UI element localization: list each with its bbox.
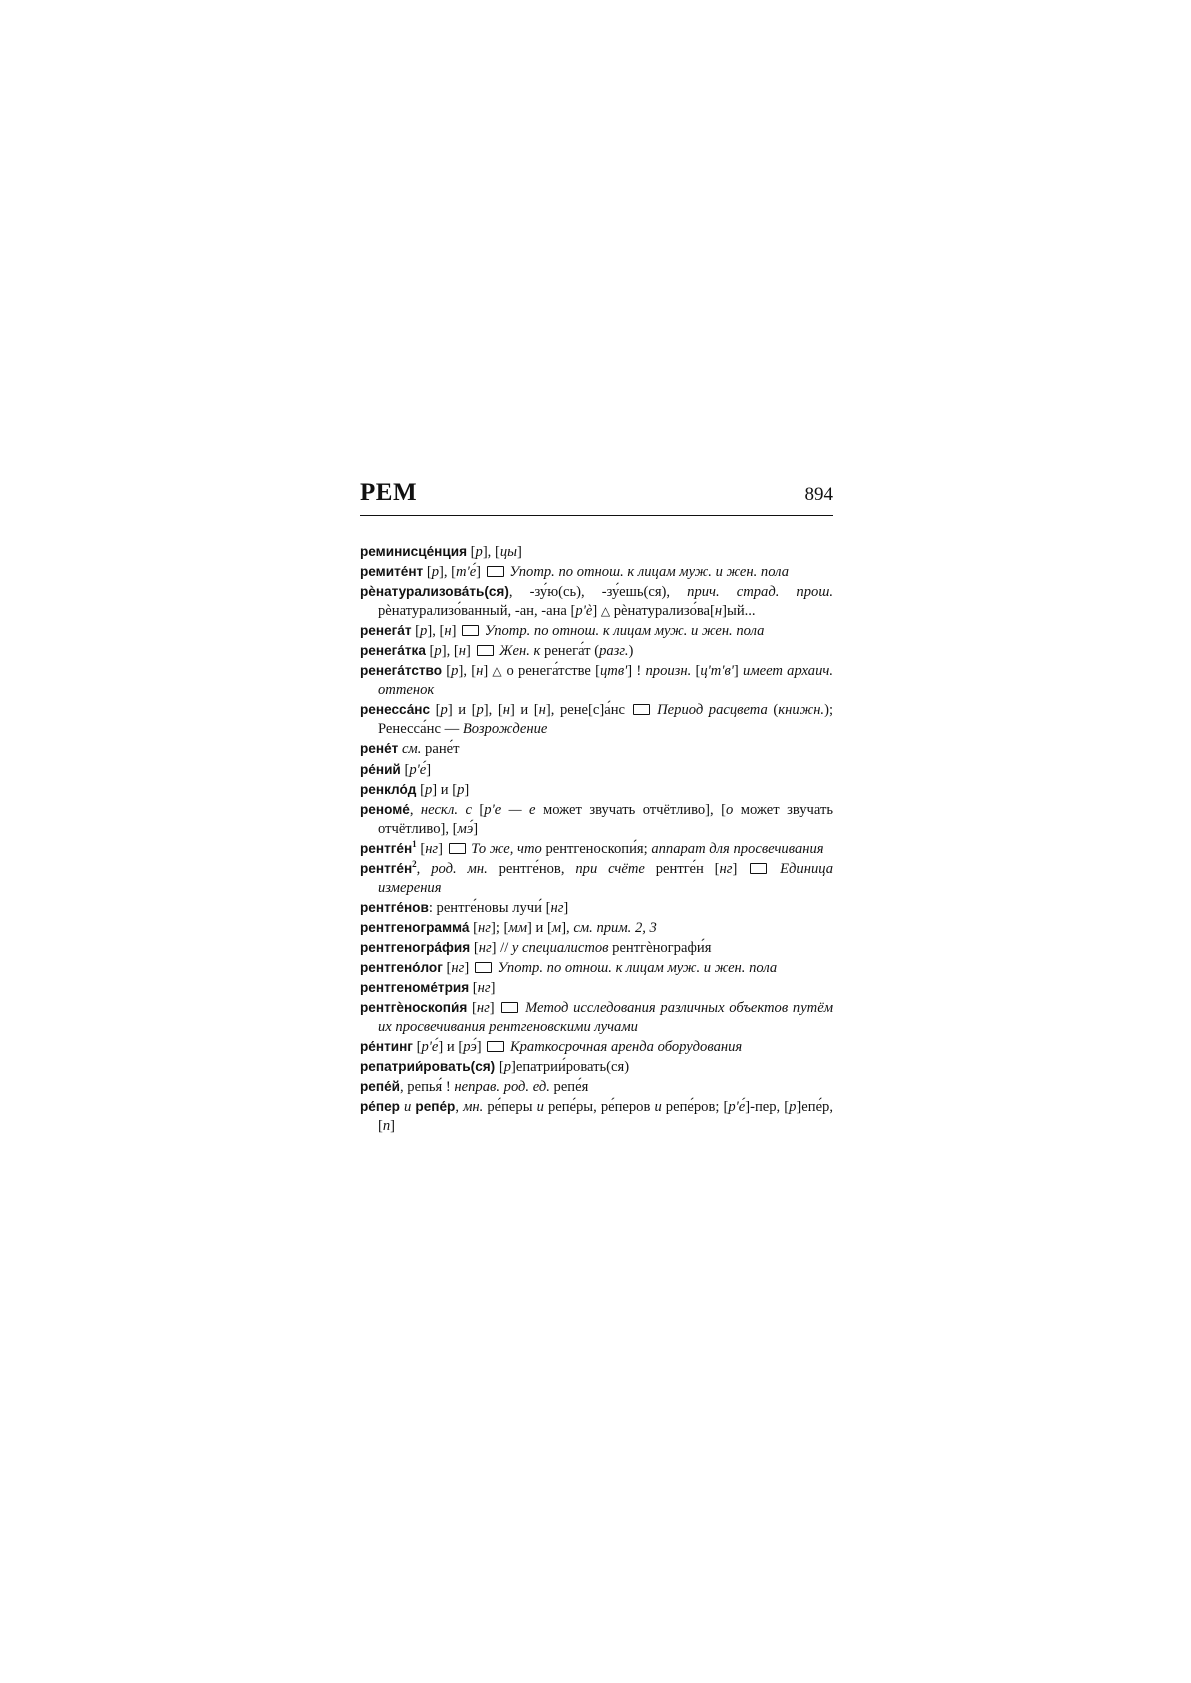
dictionary-entry [360,1097,833,1136]
headword: рентгеногра́фия [360,939,471,955]
entry-text: [ [423,564,432,581]
entry-text: [ [691,663,701,680]
dictionary-entry [360,800,833,839]
entry-text: [ [412,1039,422,1056]
dictionary-entry [360,582,833,621]
entry-text: [ [416,840,426,857]
entry-text: , -зу́ю(сь), -зу́ешь(ся), [508,584,688,601]
italic-note: н [502,702,510,719]
entry-text: ], [ [483,702,503,719]
italic-note: н [444,623,452,640]
entry-text: ], [ [427,623,445,640]
italic-note: То же, что [471,840,542,857]
italic-note: нг [477,980,491,997]
italic-note: мн. [463,1099,484,1116]
headword: реноме́ [360,801,410,817]
entry-text: рентге́н [ [644,860,720,877]
italic-note: см. [401,741,422,758]
entry-text: [ [469,980,478,997]
entry-text: [ [470,939,479,956]
italic-note: нг [719,860,733,877]
italic-note: Употр. по отнош. к лицам муж. и жен. пола [484,623,765,640]
dictionary-entry [360,542,833,562]
entry-text: ] [592,603,601,620]
entry-text: ране́т [421,741,460,758]
dictionary-entry [360,700,833,739]
italic-note: при счёте [575,860,645,877]
dictionary-entry [360,859,833,898]
headword: ремите́нт [360,564,424,580]
entry-text: репе́ров; [ [661,1099,729,1116]
dictionary-entry [360,1037,833,1057]
entry-text: ] [390,1118,396,1135]
entry-text: ]епатрии́ровать(ся) [511,1059,630,1076]
entry-text: ] [451,623,461,640]
dictionary-entry [360,1077,833,1097]
entry-text: [ [471,801,485,818]
italic-note: н [538,702,546,719]
dictionary-entry [360,739,833,759]
entry-text: [ [467,544,476,560]
entry-text: ] [465,643,475,660]
entry-text: , [409,801,421,818]
headword: рентге́нов [360,899,429,915]
entry-text: ] и [ [447,702,477,719]
entry-text: ] // [491,939,512,956]
italic-note: р'ѐ [575,603,593,620]
entry-text: рентге́нов, [487,860,576,877]
headword: рене́т [360,741,399,757]
entry-text: ] ! [627,663,646,680]
entry-text: рѐнатурализо́ванный, -ан, -ана [ [378,603,576,620]
entry-text: [ [416,781,425,798]
italic-note: Единица измерения [378,860,834,896]
italic-note: см. прим. 2, 3 [573,919,657,936]
entry-text: [ [495,1059,504,1076]
running-head: РЕМ [360,479,418,506]
entry-text: ] [732,860,749,877]
usage-note-icon [462,625,479,636]
entry-text: ]ый... [722,603,756,620]
italic-note: р [476,702,484,719]
entry-text: рентгеноскопи́я; [541,840,652,857]
entry-text: [ [469,919,479,936]
entry-text: [ [442,959,452,976]
usage-note-icon [501,1002,518,1013]
entry-text: ] [489,1000,500,1017]
entry-text: [ [467,1000,477,1017]
entry-text: ] [563,899,569,916]
entry-text: ] [490,980,496,997]
usage-note-icon [633,704,650,715]
entry-text: , репья́ ! [400,1079,455,1096]
italic-note: р [789,1099,797,1116]
entry-text: ] [464,781,470,798]
usage-note-icon [750,863,767,874]
entry-text: ], [ [439,564,457,581]
headword: рентгеноме́трия [360,980,470,996]
dictionary-entry [360,621,833,641]
italic-note: мм [508,919,528,936]
entry-text: рѐнатурализо́ва[ [610,603,715,620]
entry-text: : рентге́новы лучи́ [ [428,899,551,916]
usage-note-icon [487,1041,504,1052]
entry-text: [ [442,663,452,680]
entry-text: ренега́т ( [540,643,600,660]
headword: ренега́тство [360,663,443,679]
headword: реминисце́нция [360,544,467,559]
entry-text: может звучать отчётливо], [ [378,801,834,837]
entry-text: о ренега́тстве [ [502,663,600,680]
italic-note: м [551,919,562,936]
entry-text: ] [733,663,744,680]
usage-note-icon [487,566,504,577]
italic-note: цтв' [599,663,628,680]
italic-note: р [431,564,439,581]
headword: рентгенограмма́ [360,919,470,935]
italic-note: р [434,643,442,660]
entry-text: ] и [ [432,781,458,798]
italic-note: р'е́ [409,761,427,778]
delta-icon: △ [492,664,503,679]
entry-text: ], [ [441,643,459,660]
entry-text: , [455,1099,464,1116]
headword: рентге́н [360,840,413,856]
dictionary-entry [360,760,833,780]
entry-text: ) [628,643,634,660]
italic-note: т'е́ [456,564,477,581]
italic-note: Возрождение [462,721,548,738]
entry-text: ], [ [458,663,477,680]
usage-note-icon [475,962,492,973]
headword: репатрии́ровать(ся) [360,1059,496,1075]
italic-note: р [424,781,433,798]
entry-text: ] и [ [527,919,552,936]
headword: ре́нтинг [360,1039,413,1055]
italic-note: и [536,1099,544,1116]
entry-text: ); Ренесса́нс — [378,702,833,738]
italic-note: Краткосрочная аренда оборудования [509,1039,743,1056]
entry-text: рентгѐнографи́я [608,939,712,956]
headword: рентгѐноскопи́я [360,1000,468,1016]
entry-text: может звучать отчётливо], [ [535,801,726,818]
italic-note: нг [550,899,564,916]
entry-text: [ [425,643,435,660]
delta-icon: △ [600,604,611,619]
italic-note: произн. [645,663,692,680]
italic-note: цы [499,544,518,560]
italic-note: р [503,1059,512,1076]
italic-note: аппарат для просвечивания [651,840,824,857]
dictionary-entry [360,562,833,582]
italic-note: имеет архаич. оттенок [378,663,833,699]
headword: ренега́т [360,623,412,639]
headword: ре́пер [360,1099,400,1115]
italic-note: Жен. к [499,643,541,660]
dictionary-entry [360,641,833,661]
italic-note: нг [476,1000,490,1017]
italic-note: и [654,1099,662,1116]
italic-note: неправ. род. ед. [454,1079,550,1096]
headword: рентге́н [360,860,413,876]
entry-text: , [416,860,432,877]
italic-note: р'е́ [421,1039,439,1056]
italic-note: н [458,643,466,660]
italic-note: ц'т'в' [700,663,734,680]
page-header [360,477,833,516]
dictionary-entry [360,1057,833,1077]
italic-note: род. мн. [431,860,488,877]
entry-text: ] [476,1039,486,1056]
dictionary-entry [360,998,833,1037]
entry-text: ] и [ [438,1039,464,1056]
headword: ре́ний [360,761,401,777]
dictionary-entry [360,958,833,978]
italic-note: нг [478,919,491,936]
entry-text: ( [767,702,779,719]
homonym-number: 2 [412,858,417,869]
italic-note: р [440,702,448,719]
italic-note: р [451,663,459,680]
headword: рентгено́лог [360,959,443,975]
entry-text [769,861,780,877]
italic-note: книжн. [778,702,825,719]
entry-text: ], рене[с]а́нс [545,702,631,719]
italic-note: Период расцвета [657,702,768,719]
entry-text: ]-пер, [ [745,1099,790,1116]
italic-note: р [457,781,465,798]
dictionary-entry [360,780,833,800]
entry-text: ]; [ [490,919,509,936]
entry-text: ] [464,959,473,976]
italic-note: Употр. по отнош. к лицам муж. и жен. пола [509,564,789,581]
italic-note: нг [478,939,492,956]
dictionary-entry [360,898,833,918]
italic-note: р'е — е [484,801,536,818]
dictionary-entry [360,918,833,938]
entry-text: [ [411,623,421,640]
headword: репе́й [360,1079,400,1095]
entry-text: ] [426,761,432,778]
italic-note: Метод исследования различных объектов путём их просвечивания рентгеновскими лучами [378,1000,834,1036]
italic-note: мэ́ [457,820,474,837]
dictionary-entry [360,839,833,859]
italic-note: разг. [599,643,629,660]
entry-text: ] [438,840,447,857]
italic-note: р [420,623,428,640]
italic-note: нг [425,840,439,857]
entry-text: ], [ [482,544,500,560]
dictionary-entry [360,938,833,958]
italic-note: н [714,603,723,620]
italic-note: нескл. с [420,801,472,818]
entry-text: репе́ры, ре́перов [543,1099,655,1116]
italic-note: н [476,663,484,680]
italic-note: рэ́ [463,1039,477,1056]
dictionary-entry [360,978,833,998]
entry-text: [ [430,702,441,719]
headword: ренега́тка [360,643,426,659]
entry-list [360,542,833,1136]
usage-note-icon [477,645,494,656]
italic-note: у специалистов [511,939,609,956]
italic-note: Употр. по отнош. к лицам муж. и жен. пола [497,959,778,976]
entry-text: ] [473,820,479,837]
headword: ренесса́нс [360,702,431,718]
entry-text: ]епе́р, [ [378,1099,833,1135]
entry-text: ] [476,564,485,581]
homonym-number: 1 [412,838,417,849]
entry-text: [ [400,761,410,778]
italic-note: нг [451,959,465,976]
entry-text: ] и [ [509,702,539,719]
entry-text: ] [483,663,493,680]
italic-note: о [726,801,734,818]
dictionary-entry [360,661,833,700]
entry-text: ] [517,544,522,560]
entry-text: ре́перы [483,1099,537,1116]
italic-note: п [382,1118,391,1135]
dictionary-page [360,477,833,1136]
headword: рѐнатурализова́ть(ся) [360,584,509,600]
headword: ренкло́д [360,781,417,797]
italic-note: прич. страд. прош. [687,584,833,601]
entry-text: репе́я [549,1079,589,1096]
italic-note: и [404,1099,412,1116]
entry-text: ], [561,919,574,936]
italic-note: р [475,544,483,560]
headword-variant: репе́р [415,1099,456,1115]
italic-note: р'е́ [728,1099,746,1116]
usage-note-icon [449,843,466,854]
page-number: 894 [804,484,833,505]
